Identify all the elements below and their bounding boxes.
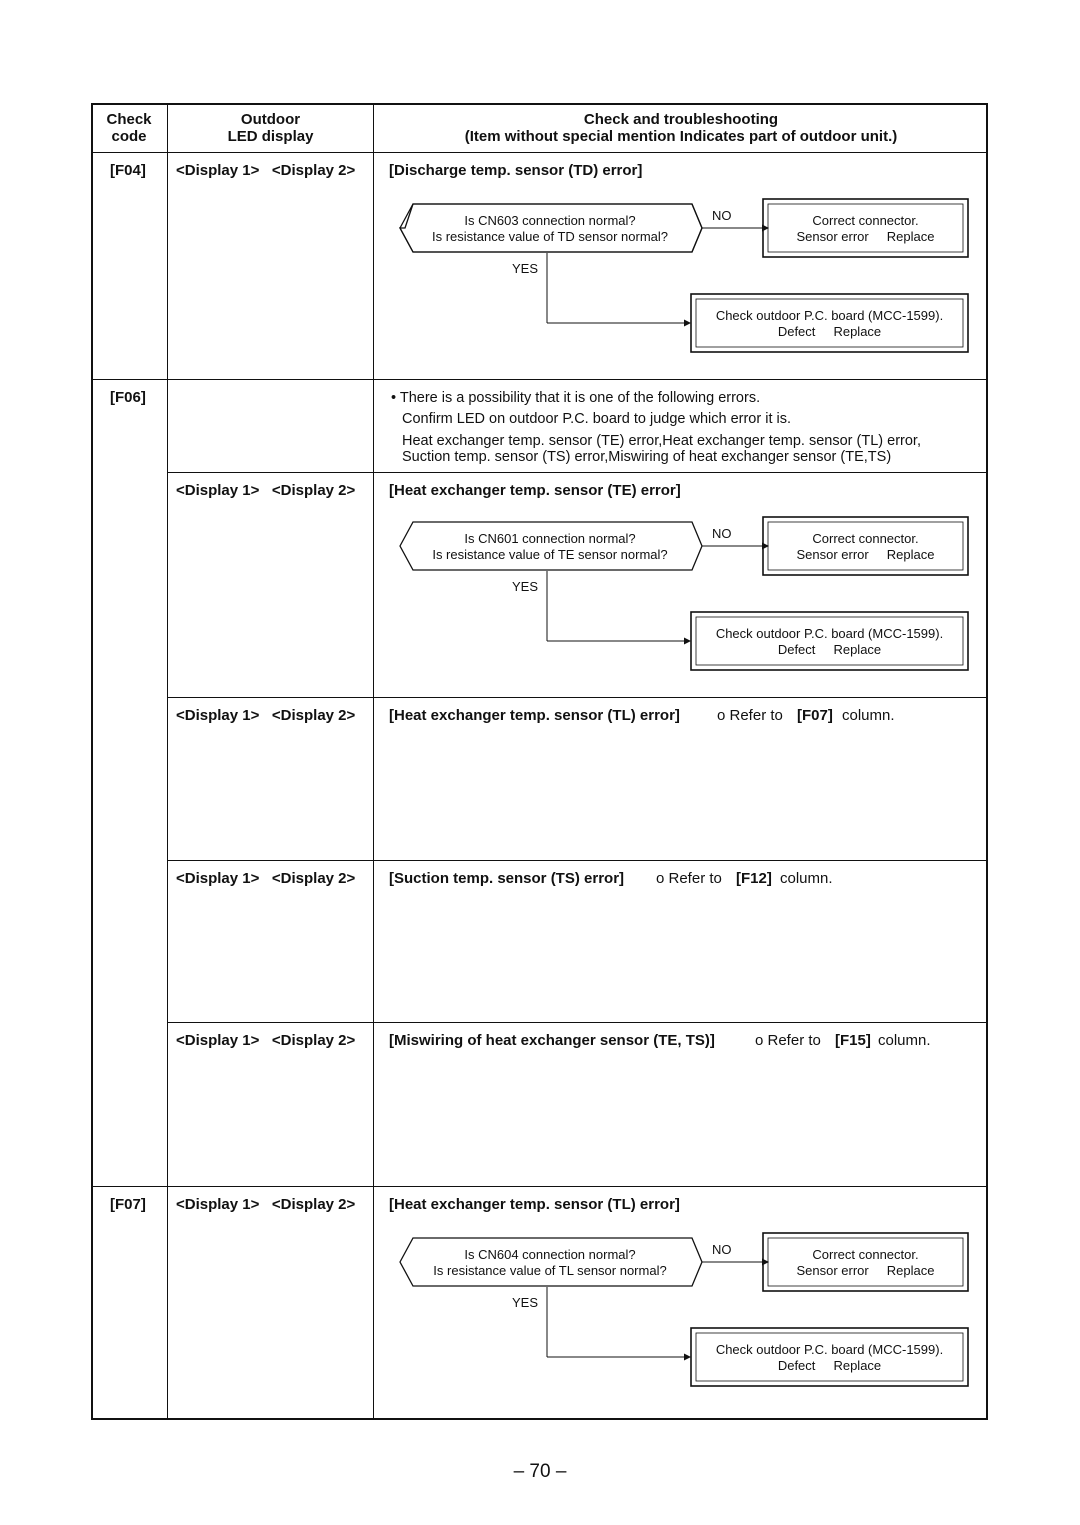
- f06-note-line1: • There is a possibility that it is one of the following errors.: [391, 390, 761, 406]
- led-display-f06-ts: <Display 1> <Display 2>: [176, 870, 356, 887]
- f06-note-line3: Heat exchanger temp. sensor (TE) error,Heat exchanger temp. sensor (TL) error,: [402, 433, 921, 449]
- header-divider: [91, 152, 988, 153]
- error-title-f06-te: [Heat exchanger temp. sensor (TE) error]: [389, 482, 681, 499]
- refer-prefix: o Refer to: [656, 870, 722, 887]
- flow-no-action: Correct connector. Sensor error Replace: [796, 1247, 935, 1278]
- error-title-f06-mis: [Miswiring of heat exchanger sensor (TE, TS)]: [389, 1032, 715, 1049]
- flowchart-f04: [390, 196, 970, 386]
- row-divider: [91, 1186, 988, 1187]
- error-title-f07: [Heat exchanger temp. sensor (TL) error]: [389, 1196, 680, 1213]
- row-divider: [167, 1022, 988, 1023]
- flow-yes-label: YES: [512, 1295, 539, 1310]
- f06-note-line2: Confirm LED on outdoor P.C. board to judge which error it is.: [402, 411, 792, 427]
- check-code-f06: [F06]: [110, 389, 146, 406]
- flow-no-action: Correct connector. Sensor error Replace: [796, 531, 935, 562]
- refer-code: [F15]: [835, 1032, 871, 1049]
- flowchart-f07: [390, 1230, 970, 1420]
- header-outdoor-led: Outdoor LED display: [227, 111, 314, 145]
- refer-prefix: o Refer to: [717, 707, 783, 724]
- refer-suffix: column.: [842, 707, 895, 724]
- flow-no-action: Correct connector. Sensor error Replace: [796, 213, 935, 244]
- refer-suffix: column.: [780, 870, 833, 887]
- flow-question: Is CN604 connection normal? Is resistance value of TL sensor normal?: [433, 1247, 667, 1278]
- flow-no-label: NO: [712, 1242, 732, 1257]
- row-divider: [167, 472, 988, 473]
- refer-suffix: column.: [878, 1032, 931, 1049]
- led-display-f06-te: <Display 1> <Display 2>: [176, 482, 356, 499]
- flow-question: Is CN601 connection normal? Is resistance value of TE sensor normal?: [432, 531, 668, 562]
- flow-no-label: NO: [712, 526, 732, 541]
- refer-prefix: o Refer to: [755, 1032, 821, 1049]
- f06-note-line4: Suction temp. sensor (TS) error,Miswiring of heat exchanger sensor (TE,TS): [402, 449, 892, 465]
- flowchart-f06-te: [390, 514, 970, 704]
- error-title-f04: [Discharge temp. sensor (TD) error]: [389, 162, 643, 179]
- flow-yes-action: Check outdoor P.C. board (MCC-1599). Defect Replace: [715, 1342, 944, 1373]
- led-display-f04: <Display 1> <Display 2>: [176, 162, 356, 179]
- column-divider: [167, 103, 168, 1420]
- flow-no-label: NO: [712, 208, 732, 223]
- refer-code: [F12]: [736, 870, 772, 887]
- error-title-f06-ts: [Suction temp. sensor (TS) error]: [389, 870, 625, 887]
- row-divider: [91, 379, 167, 380]
- led-display-f06-tl: <Display 1> <Display 2>: [176, 707, 356, 724]
- header-troubleshooting: Check and troubleshooting (Item without special mention Indicates part of outdoor unit.): [464, 111, 898, 145]
- flow-yes-label: YES: [512, 261, 539, 276]
- led-display-f07: <Display 1> <Display 2>: [176, 1196, 356, 1213]
- flow-yes-action: Check outdoor P.C. board (MCC-1599). Defect Replace: [715, 308, 944, 339]
- header-check-code: Check code: [106, 111, 152, 145]
- refer-code: [F07]: [797, 707, 833, 724]
- page-number: – 70 –: [513, 1461, 567, 1482]
- check-code-f07: [F07]: [110, 1196, 146, 1213]
- error-title-f06-tl: [Heat exchanger temp. sensor (TL) error]: [389, 707, 680, 724]
- check-code-f04: [F04]: [110, 162, 146, 179]
- flow-yes-action: Check outdoor P.C. board (MCC-1599). Defect Replace: [715, 626, 944, 657]
- row-divider: [167, 860, 988, 861]
- column-divider: [373, 103, 374, 1420]
- flow-yes-label: YES: [512, 579, 539, 594]
- flow-question: Is CN603 connection normal? Is resistance value of TD sensor normal?: [431, 213, 669, 244]
- led-display-f06-mis: <Display 1> <Display 2>: [176, 1032, 356, 1049]
